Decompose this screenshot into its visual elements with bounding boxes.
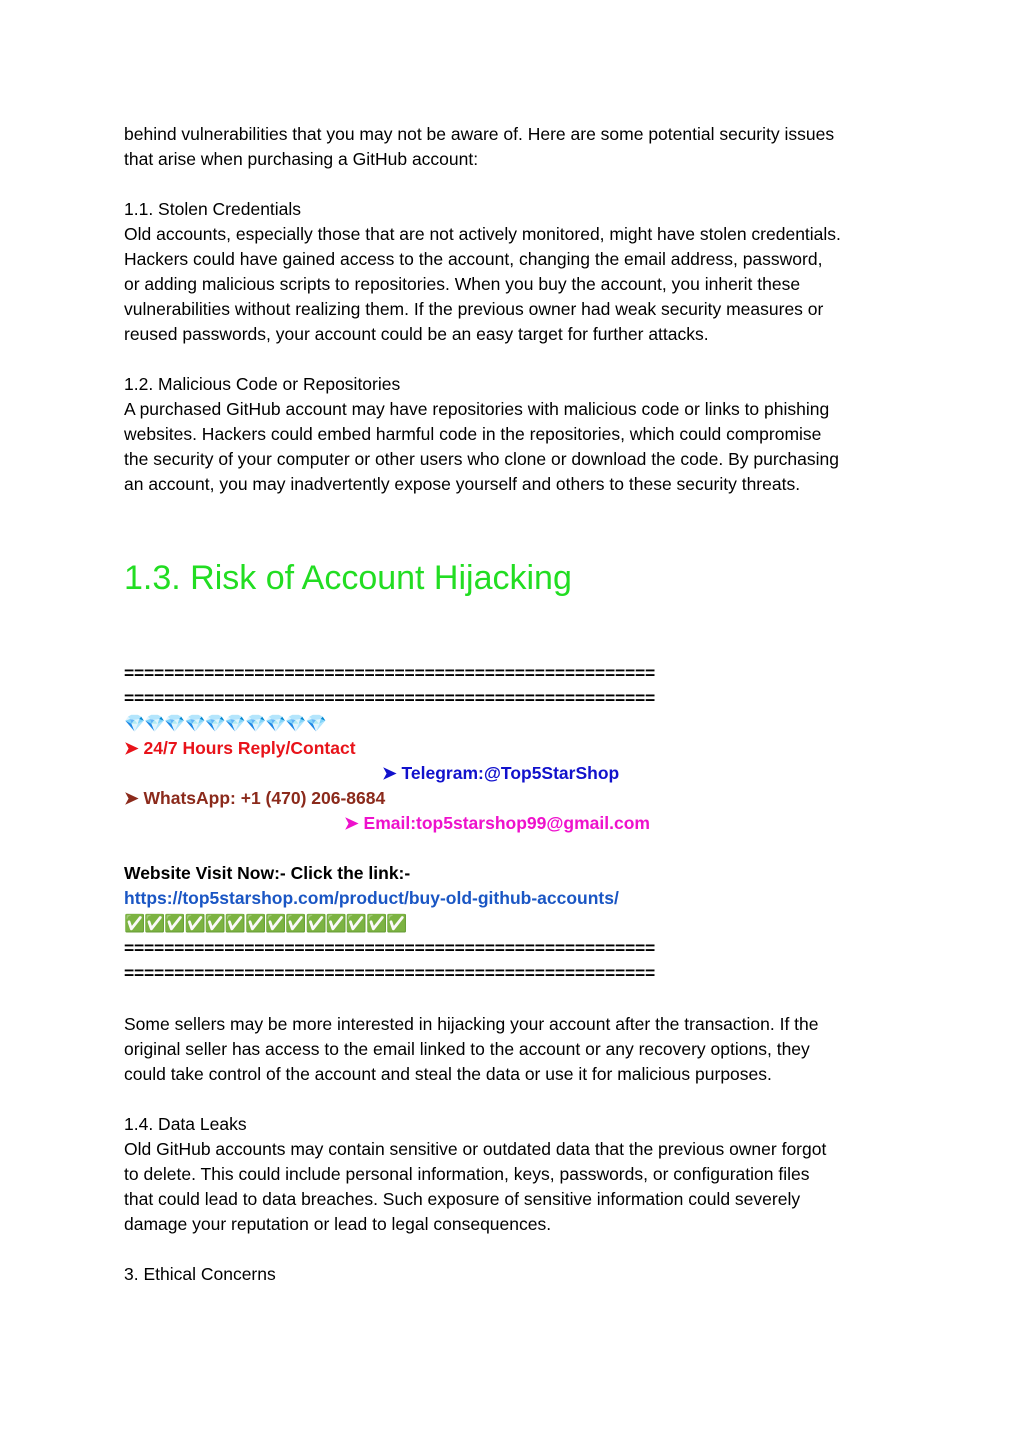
separator-line: ===================================================== — [124, 938, 656, 958]
section-1-4-title: 1.4. Data Leaks — [124, 1114, 247, 1134]
diamond-icons: 💎💎💎💎💎💎💎💎💎💎 — [124, 714, 326, 733]
separator-line: ===================================================== — [124, 963, 656, 983]
reply-contact-line: ➤ 24/7 Hours Reply/Contact — [124, 738, 356, 758]
section-3-title: 3. Ethical Concerns — [124, 1264, 276, 1284]
checkmark-icons: ✅✅✅✅✅✅✅✅✅✅✅✅✅✅ — [124, 914, 407, 933]
paragraph-line: could take control of the account and steal the data or use it for malicious purposes. — [124, 1064, 772, 1084]
website-link[interactable]: https://top5starshop.com/product/buy-old-github-accounts/ — [124, 888, 619, 908]
paragraph-line: reused passwords, your account could be an easy target for further attacks. — [124, 324, 709, 344]
paragraph-line: that could lead to data breaches. Such exposure of sensitive information could severely — [124, 1189, 801, 1209]
paragraph-line: Old GitHub accounts may contain sensitive or outdated data that the previous owner forgot — [124, 1139, 827, 1159]
paragraph-line: Old accounts, especially those that are not actively monitored, might have stolen credentials. — [124, 224, 841, 244]
paragraph-line: damage your reputation or lead to legal consequences. — [124, 1214, 552, 1234]
section-1-1-title: 1.1. Stolen Credentials — [124, 199, 302, 219]
paragraph-line: an account, you may inadvertently expose yourself and others to these security threats. — [124, 474, 801, 494]
promo-block — [124, 661, 904, 986]
paragraph-line: original seller has access to the email linked to the account or any recovery options, they — [124, 1039, 810, 1059]
paragraph-line: the security of your computer or other users who clone or download the code. By purchasing — [124, 449, 839, 469]
section-1-3-heading: 1.3. Risk of Account Hijacking — [124, 559, 572, 597]
paragraph-line: or adding malicious scripts to repositories. When you buy the account, you inherit these — [124, 274, 801, 294]
separator-line: ===================================================== — [124, 663, 656, 683]
intro-line: behind vulnerabilities that you may not be aware of. Here are some potential security issues — [124, 124, 835, 144]
paragraph-line: websites. Hackers could embed harmful code in the repositories, which could compromise — [124, 424, 822, 444]
telegram-contact-link[interactable]: ➤ Telegram:@Top5StarShop — [382, 763, 620, 783]
email-contact-link[interactable]: ➤ Email:top5starshop99@gmail.com — [344, 813, 650, 833]
paragraph-line: to delete. This could include personal information, keys, passwords, or configuration files — [124, 1164, 810, 1184]
intro-line: that arise when purchasing a GitHub account: — [124, 149, 479, 169]
paragraph-line: vulnerabilities without realizing them. If the previous owner had weak security measures or — [124, 299, 824, 319]
paragraph-line: Some sellers may be more interested in hijacking your account after the transaction. If the — [124, 1014, 819, 1034]
section-1-2-title: 1.2. Malicious Code or Repositories — [124, 374, 401, 394]
separator-line: ===================================================== — [124, 688, 656, 708]
bottom-text-block — [124, 1012, 904, 1287]
top-text-block — [124, 122, 904, 497]
paragraph-line: Hackers could have gained access to the account, changing the email address, password, — [124, 249, 823, 269]
website-label: Website Visit Now:- Click the link:- — [124, 863, 411, 883]
whatsapp-contact-link[interactable]: ➤ WhatsApp: +1 (470) 206-8684 — [124, 788, 386, 808]
paragraph-line: A purchased GitHub account may have repositories with malicious code or links to phishing — [124, 399, 830, 419]
